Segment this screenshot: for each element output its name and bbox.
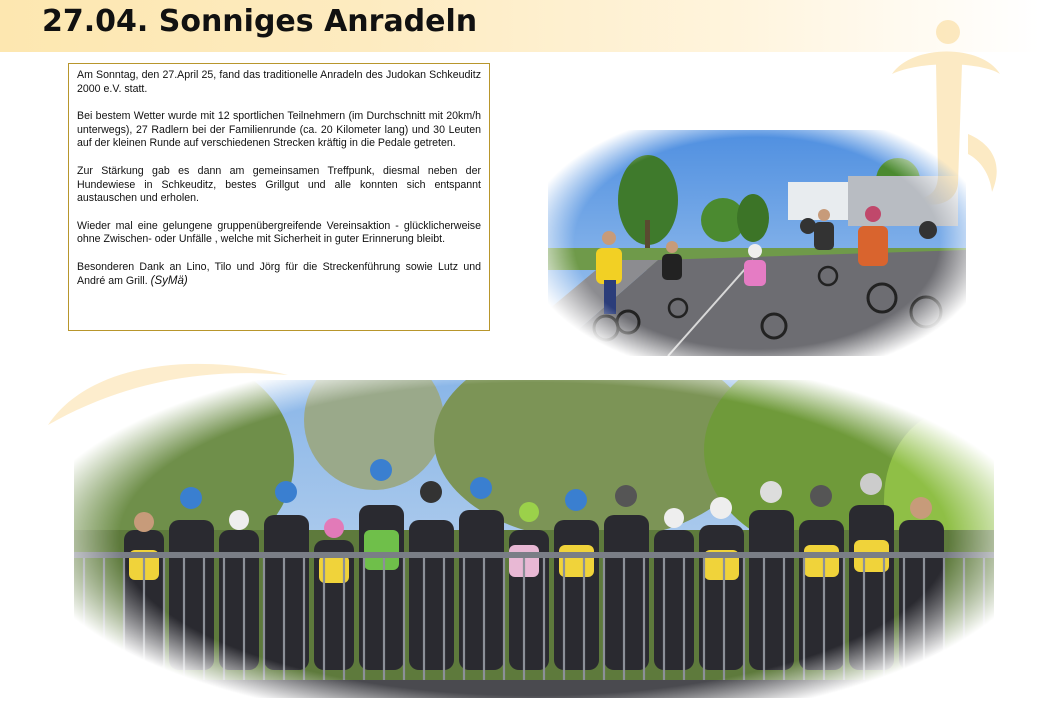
article-paragraph-1: Am Sonntag, den 27.April 25, fand das traditionelle Anradeln des Judokan Schkeuditz 2000 e.V. statt.	[77, 69, 481, 95]
article-paragraph-2: Bei bestem Wetter wurde mit 12 sportlichen Teilnehmern (im Durchschnitt mit 20km/h unterwegs), 27 Radlern bei der Familienrunde (ca. 20 Kilometer lang) und 30 Leuten auf der kleinen Runde auf verschiedenen Strecken kräftig in die Pedale getreten.	[77, 110, 481, 150]
article-paragraph-3: Zur Stärkung gab es dann am gemeinsamen Treffpunk, diesmal neben der Hundewiese in Schkeuditz, bestes Grillgut und alle konnten sich entspannt austauschen und erholen.	[77, 164, 481, 205]
page-title: 27.04. Sonniges Anradeln	[42, 4, 478, 39]
article-paragraph-5-text: Besonderen Dank an Lino, Tilo und Jörg für die Streckenführung sowie Lutz und André am Grill.	[77, 260, 481, 287]
article-paragraph-5	[77, 261, 481, 288]
author-signature: (SyMä)	[150, 274, 188, 287]
group-photo	[74, 380, 994, 698]
article-paragraph-4: Wieder mal eine gelungene gruppenübergreifende Vereinsaktion - glücklicherweise ohne Zwischen- oder Unfälle , welche mit Sicherheit in guter Erinnerung bleibt.	[77, 219, 481, 246]
article-text-box	[68, 63, 490, 331]
cyclists-photo	[548, 130, 966, 356]
